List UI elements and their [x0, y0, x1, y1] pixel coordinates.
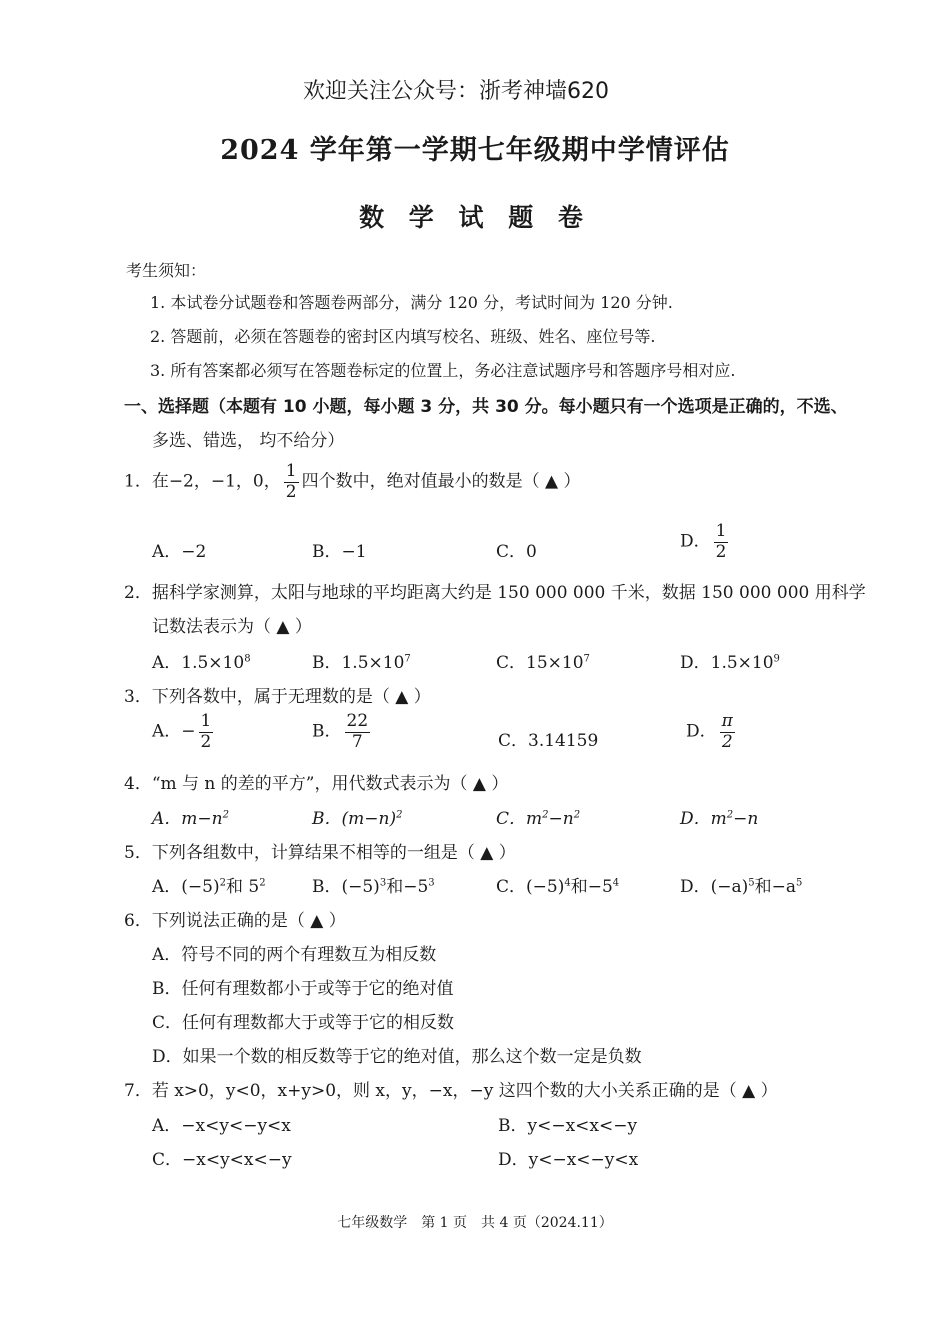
option-c: C．3.14159: [498, 731, 599, 751]
question-1: [124, 462, 580, 502]
page-footer: 七年级数学 第 1 页 共 4 页（2024.11）: [337, 1215, 613, 1231]
fraction-numerator: 1: [285, 461, 297, 481]
exponent: 7: [583, 653, 590, 665]
fraction-numerator: 1: [200, 711, 212, 731]
fraction-denominator: 2: [721, 731, 733, 752]
fraction-denominator: 7: [351, 731, 363, 752]
option-text: −n: [548, 809, 574, 829]
fraction-numerator: 1: [715, 521, 727, 541]
exponent: 2: [222, 809, 229, 821]
question-1-pre: 1．在−2，−1，0，: [124, 471, 281, 492]
fraction-numerator: 22: [346, 711, 369, 731]
option-a: [152, 712, 216, 752]
instruction-item: 2. 答题前，必须在答题卷的密封区内填写校名、班级、姓名、座位号等.: [150, 327, 656, 346]
option-label: D．: [686, 721, 717, 742]
exponent: 2: [396, 809, 403, 821]
exponent: 4: [612, 877, 620, 889]
option-d: [680, 648, 780, 673]
option-text: B．(−5): [312, 877, 380, 897]
option-d: [686, 712, 738, 752]
fraction-denominator: 2: [200, 731, 212, 752]
option-label: A．−: [152, 721, 196, 742]
option-d: D．y<−x<−y<x: [498, 1150, 639, 1170]
option-text: C．15×10: [496, 653, 584, 673]
option-a: [152, 804, 229, 829]
question-1-post: 四个数中，绝对值最小的数是（ ▲ ）: [301, 471, 581, 492]
fraction-denominator: 2: [285, 481, 297, 502]
exponent: 3: [428, 877, 435, 889]
exam-subtitle: 数 学 试 题 卷: [359, 203, 591, 232]
option-text: A．1.5×10: [152, 653, 245, 673]
question-2-line1: 2．据科学家测算，太阳与地球的平均距离大约是 150 000 000 千米，数据 150 000 000 用科学: [124, 583, 866, 603]
fraction: [714, 522, 729, 562]
exponent: 3: [379, 877, 387, 889]
watermark-notice: 欢迎关注公众号：浙考神墙620: [303, 79, 609, 104]
instruction-item: 3. 所有答案都必须写在答题卷标定的位置上，务必注意试题序号和答题序号相对应.: [150, 361, 736, 380]
fraction: [720, 712, 735, 752]
instructions-heading: 考生须知：: [126, 261, 207, 280]
fraction-numerator: π: [721, 711, 733, 731]
exponent: 8: [244, 653, 251, 665]
exponent: 2: [259, 877, 266, 889]
option-text: D．1.5×10: [680, 653, 774, 673]
option-b: [312, 872, 435, 897]
option-text: 和−5: [386, 877, 429, 897]
exponent: 2: [726, 809, 734, 821]
fraction: [284, 462, 299, 502]
question-4: 4．“m 与 n 的差的平方”，用代数式表示为（ ▲ ）: [124, 774, 509, 794]
option-text: 和−a: [754, 877, 797, 897]
option-c: C．−x<y<x<−y: [152, 1150, 292, 1170]
option-c: C．任何有理数都大于或等于它的相反数: [152, 1013, 455, 1033]
question-2-line2: 记数法表示为（ ▲ ）: [152, 617, 312, 637]
option-d: [680, 872, 802, 897]
option-text: C．m: [496, 809, 543, 829]
instruction-item: 1. 本试卷分试题卷和答题卷两部分，满分 120 分，考试时间为 120 分钟.: [150, 293, 673, 312]
option-b: [312, 648, 411, 673]
exponent: 2: [542, 809, 549, 821]
option-d: [680, 804, 758, 829]
option-a: A．符号不同的两个有理数互为相反数: [152, 945, 437, 965]
exponent: 4: [564, 877, 571, 889]
option-text: C．(−5): [496, 877, 565, 897]
exponent: 2: [573, 809, 581, 821]
section-heading-cont: 多选、错选， 均不给分）: [152, 431, 345, 451]
option-text: D．(−a): [680, 877, 749, 897]
option-c: [496, 804, 580, 829]
question-7: 7．若 x>0，y<0，x+y>0，则 x，y，−x，−y 这四个数的大小关系正确的是（ ▲ ）: [124, 1081, 778, 1101]
exponent: 5: [796, 877, 803, 889]
option-text: B．1.5×10: [312, 653, 405, 673]
section-heading: 一、选择题（本题有 10 小题，每小题 3 分，共 30 分。每小题只有一个选项是正确的，不选、: [124, 397, 848, 417]
option-d: D．如果一个数的相反数等于它的绝对值，那么这个数一定是负数: [152, 1047, 642, 1067]
question-6: 6．下列说法正确的是（ ▲ ）: [124, 911, 346, 931]
option-c: [496, 648, 590, 673]
option-text: 和−5: [570, 877, 613, 897]
fraction: [345, 712, 371, 752]
option-b: B．任何有理数都小于或等于它的绝对值: [152, 979, 454, 999]
option-a: [152, 648, 251, 673]
option-text: 和 5: [225, 877, 260, 897]
option-b: B．−1: [312, 542, 367, 562]
option-text: B．(m−n): [312, 809, 397, 829]
option-b: [312, 804, 402, 829]
option-text: D．m: [680, 809, 727, 829]
exponent: 5: [748, 877, 755, 889]
option-b: [312, 712, 373, 752]
option-text: −n: [733, 809, 759, 829]
option-a: [152, 872, 266, 897]
fraction: [199, 712, 214, 752]
option-label: D．: [680, 531, 711, 552]
question-5: 5．下列各组数中，计算结果不相等的一组是（ ▲ ）: [124, 843, 516, 863]
option-label: B．: [312, 721, 342, 742]
question-3: 3．下列各数中，属于无理数的是（ ▲ ）: [124, 687, 431, 707]
option-d: [680, 522, 731, 562]
exponent: 9: [773, 653, 780, 665]
option-b: B．y<−x<x<−y: [498, 1116, 638, 1136]
option-c: C．0: [496, 542, 537, 562]
fraction-denominator: 2: [715, 541, 727, 562]
option-text: A．m−n: [152, 809, 223, 829]
exam-title: 2024 学年第一学期七年级期中学情评估: [220, 135, 730, 166]
option-c: [496, 872, 619, 897]
exponent: 2: [219, 877, 226, 889]
exponent: 7: [404, 653, 411, 665]
option-text: A．(−5): [152, 877, 220, 897]
option-a: A．−x<y<−y<x: [152, 1116, 291, 1136]
option-a: A．−2: [152, 542, 207, 562]
